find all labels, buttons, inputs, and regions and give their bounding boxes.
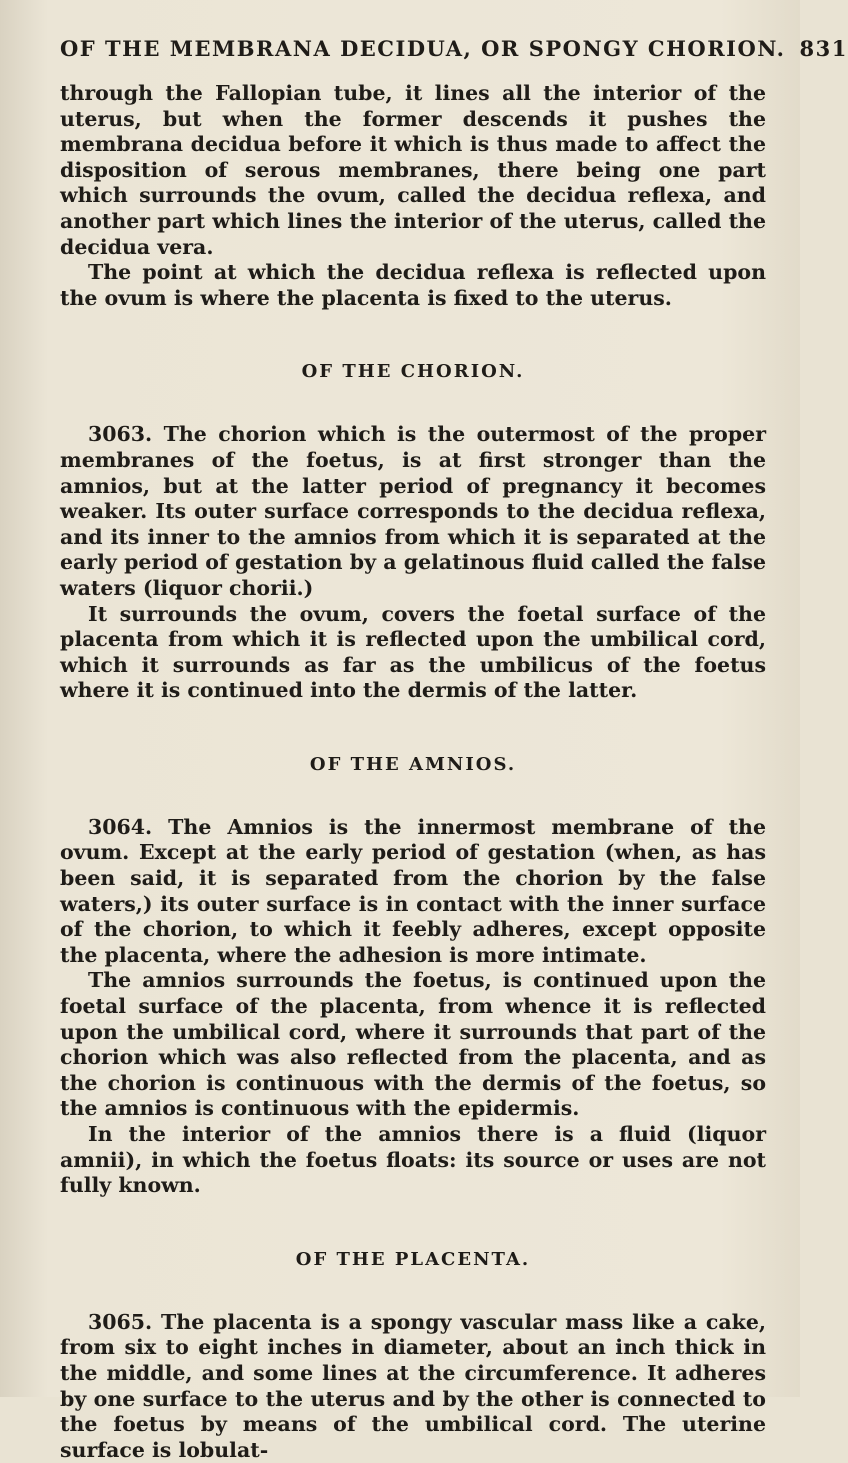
paragraph: 3063. The chorion which is the outermost of the proper membranes of the foetus, is at first stronger than the amnios, but at the latter period of pregnancy it becomes weaker. Its outer surface corresponds to the decidua reflexa, and its inner to the amnios from which it is separated at the early period of gestation by a gelatinous fluid called the false waters (liquor chorii.): [60, 422, 766, 600]
paragraph: 3065. The placenta is a spongy vascular mass like a cake, from six to eight inches in diameter, about an inch thick in the middle, and some lines at the circumference. It adheres by one surface to the uterus and by the other is connected to the foetus by means of the umbilical cord. The uterine surface is lobulat-: [60, 1309, 766, 1462]
running-head: [60, 36, 848, 61]
page-number: 831: [799, 36, 848, 61]
paragraph: through the Fallopian tube, it lines all the interior of the uterus, but when the former descends it pushes the membrana decidua before it which is thus made to affect the disposition of serous membranes, there being one part which surrounds the ovum, called the decidua reflexa, and another part which lines the interior of the uterus, called the decidua vera.: [60, 81, 766, 259]
section-heading-amnios: OF THE AMNIOS.: [309, 753, 517, 775]
paragraph: The amnios surrounds the foetus, is continued upon the foetal surface of the placenta, from whence it is reflected upon the umbilical cord, where it surrounds that part of the chorion which was also reflected from the placenta, and as the chorion is continuous with the dermis of the foetus, so the amnios is continuous with the epidermis.: [60, 968, 766, 1121]
paragraph: The point at which the decidua reflexa is reflected upon the ovum is where the placenta is fixed to the uterus.: [60, 260, 766, 310]
section-heading-placenta: OF THE PLACENTA.: [295, 1248, 531, 1270]
running-head-title: OF THE MEMBRANA DECIDUA, OR SPONGY CHORION.: [60, 36, 786, 61]
paragraph: It surrounds the ovum, covers the foetal surface of the placenta from which it is reflected upon the umbilical cord, which it surrounds as far as the umbilicus of the foetus where it is continued into the dermis of the latter.: [60, 601, 766, 703]
paragraph: 3064. The Amnios is the innermost membrane of the ovum. Except at the early period of gestation (when, as has been said, it is separated from the chorion by the false waters,) its outer surface is in contact with the inner surface of the chorion, to which it feebly adheres, except opposite the placenta, where the adhesion is more intimate.: [60, 814, 766, 967]
section-heading-chorion: OF THE CHORION.: [301, 361, 525, 383]
paragraph: In the interior of the amnios there is a fluid (liquor amnii), in which the foetus floats: its source or uses are not fully known.: [60, 1122, 766, 1198]
